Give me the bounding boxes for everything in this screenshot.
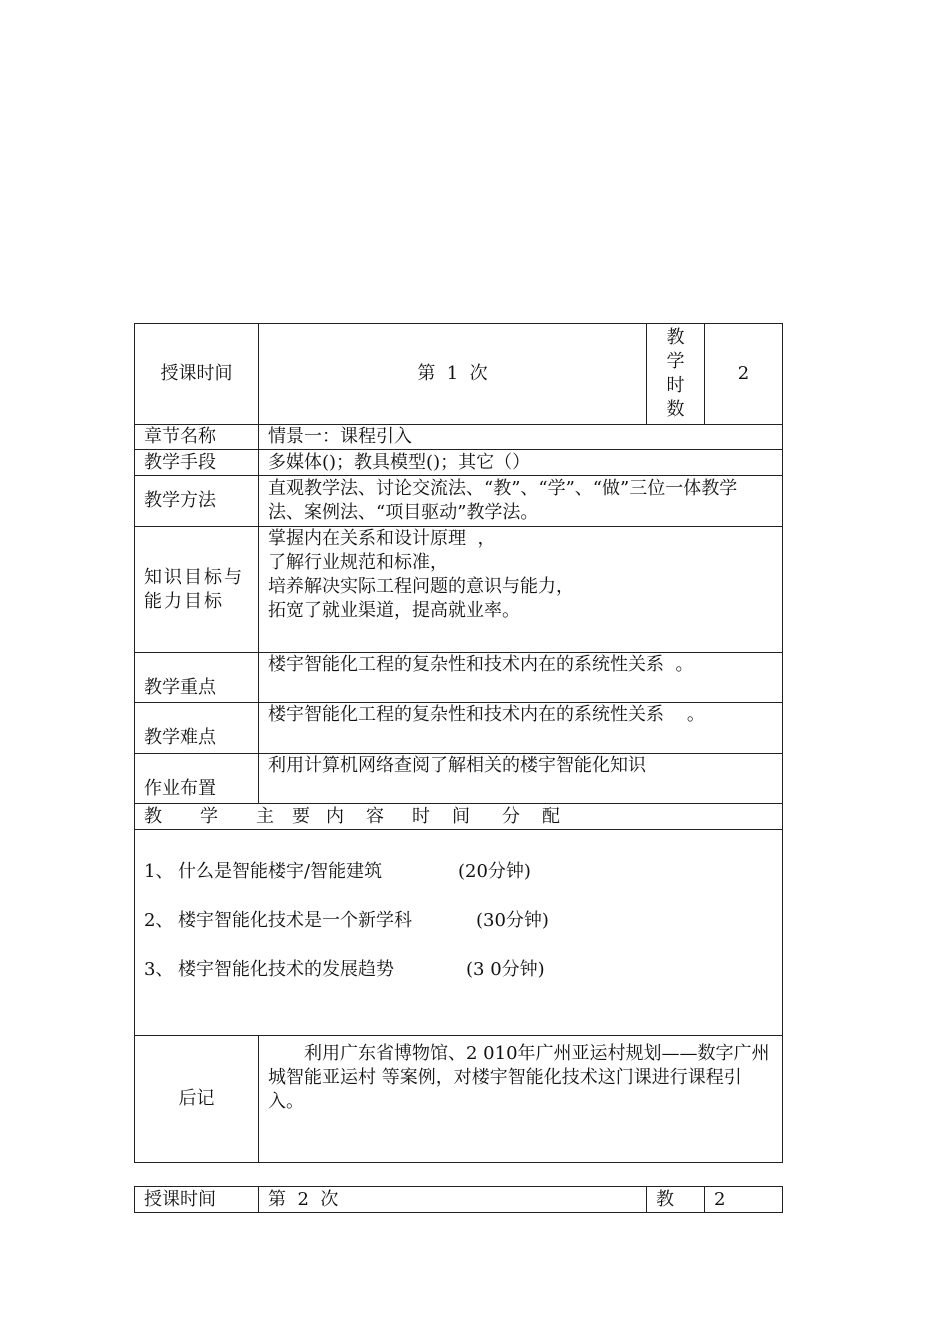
row-means bbox=[135, 450, 783, 476]
content-list bbox=[135, 830, 783, 1036]
header-char: 容 bbox=[366, 805, 384, 827]
hours-label-char: 学 bbox=[666, 351, 685, 372]
header-char: 主 bbox=[256, 805, 274, 827]
row-difficulties bbox=[135, 703, 783, 754]
header-char: 学 bbox=[200, 805, 218, 827]
class-time-label: 授课时间 bbox=[135, 324, 259, 425]
teaching-hours-label: 教 bbox=[647, 1187, 705, 1213]
content-item-text: 楼宇智能化技术的发展趋势 bbox=[178, 959, 394, 980]
difficulties-value: 楼宇智能化工程的复杂性和技术内在的系统性关系 。 bbox=[259, 703, 783, 754]
goal-line: 拓宽了就业渠道，提高就业率。 bbox=[268, 600, 520, 621]
content-allocation-header bbox=[135, 804, 783, 830]
header-char: 分 bbox=[502, 805, 520, 827]
header-char: 间 bbox=[452, 805, 470, 827]
row-chapter bbox=[135, 425, 783, 450]
row-content-list bbox=[135, 830, 783, 1036]
teaching-method-label: 教学方法 bbox=[135, 476, 259, 527]
hours-label-char: 时 bbox=[666, 375, 685, 396]
row-content-header bbox=[135, 804, 783, 830]
class-time-label: 授课时间 bbox=[135, 1187, 259, 1213]
teaching-method-value: 直观教学法、讨论交流法、“教”、“学”、“做”三位一体教学法、案例法、“项目驱动”教学法。 bbox=[259, 476, 783, 527]
hours-label-char: 数 bbox=[666, 399, 685, 420]
content-item-text: 楼宇智能化技术是一个新学科 bbox=[178, 910, 412, 931]
content-item-time: (30分钟) bbox=[476, 910, 549, 931]
content-item-text: 什么是智能楼宇/智能建筑 bbox=[178, 861, 383, 882]
content-item-number: 3、 bbox=[144, 959, 174, 980]
goals-value bbox=[259, 527, 783, 653]
session-number: 第 2 次 bbox=[259, 1187, 647, 1213]
row-postscript bbox=[135, 1036, 783, 1163]
row-class-time-2 bbox=[135, 1187, 783, 1213]
header-char: 教 bbox=[144, 805, 162, 827]
content-item bbox=[144, 909, 773, 958]
header-char: 配 bbox=[542, 805, 560, 827]
goal-line: 掌握内在关系和设计原理 ， bbox=[268, 528, 496, 549]
homework-value: 利用计算机网络查阅了解相关的楼宇智能化知识 bbox=[259, 754, 783, 804]
teaching-means-label: 教学手段 bbox=[135, 450, 259, 476]
postscript-label: 后记 bbox=[135, 1036, 259, 1163]
row-goals bbox=[135, 527, 783, 653]
key-points-label: 教学重点 bbox=[135, 653, 259, 703]
postscript-value: 利用广东省博物馆、2 010年广州亚运村规划——数字广州城智能亚运村 等案例，对楼宇智能化技术这门课进行课程引入。 bbox=[259, 1036, 783, 1163]
header-char: 内 bbox=[326, 805, 344, 827]
lesson-plan-table-1 bbox=[134, 323, 783, 1163]
content-item-number: 1、 bbox=[144, 861, 174, 882]
chapter-label: 章节名称 bbox=[135, 425, 259, 450]
teaching-means-value: 多媒体()；教具模型()；其它（） bbox=[259, 450, 783, 476]
header-char: 要 bbox=[292, 805, 310, 827]
row-homework bbox=[135, 754, 783, 804]
homework-label: 作业布置 bbox=[135, 754, 259, 804]
header-char: 时 bbox=[412, 805, 430, 827]
content-item-time: (3 0分钟) bbox=[466, 959, 545, 980]
content-item-time: (20分钟) bbox=[458, 861, 531, 882]
difficulties-label: 教学难点 bbox=[135, 703, 259, 754]
teaching-hours-label bbox=[647, 324, 705, 425]
row-method bbox=[135, 476, 783, 527]
teaching-hours-value: 2 bbox=[705, 324, 783, 425]
chapter-value: 情景一：课程引入 bbox=[259, 425, 783, 450]
row-key-points bbox=[135, 653, 783, 703]
content-item bbox=[144, 958, 773, 1007]
session-number: 第 1 次 bbox=[259, 324, 647, 425]
row-class-time bbox=[135, 324, 783, 425]
hours-label-char: 教 bbox=[666, 327, 685, 348]
teaching-hours-value: 2 bbox=[705, 1187, 783, 1213]
goal-line: 培养解决实际工程问题的意识与能力， bbox=[268, 576, 574, 597]
key-points-value: 楼宇智能化工程的复杂性和技术内在的系统性关系 。 bbox=[259, 653, 783, 703]
goal-line: 了解行业规范和标准， bbox=[268, 552, 448, 573]
content-item bbox=[144, 860, 773, 909]
lesson-plan-table-2 bbox=[134, 1186, 783, 1213]
goals-label: 知识目标与能力目标 bbox=[135, 527, 259, 653]
content-item-number: 2、 bbox=[144, 910, 174, 931]
